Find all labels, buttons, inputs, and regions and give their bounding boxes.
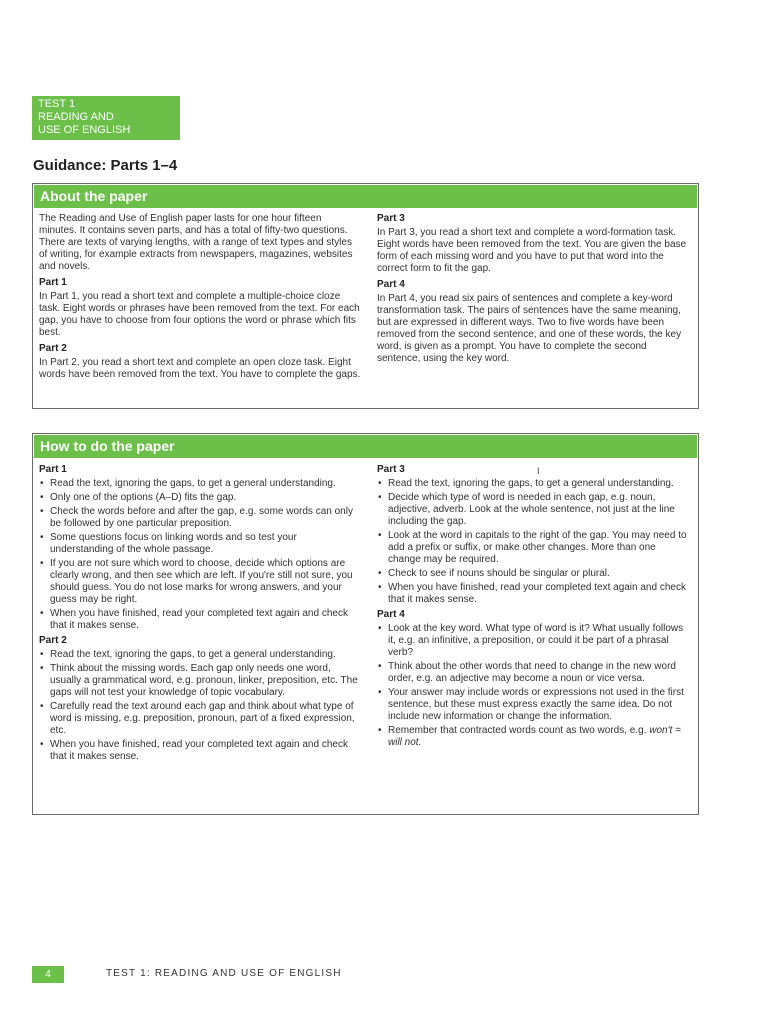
how-part-1-list [39,478,361,632]
bullet-icon: • [40,663,44,674]
about-columns [33,209,698,385]
about-part-2-text: In Part 2, you read a short text and complete an open cloze task. Eight words have been removed from the text. You have to complete the gaps. [39,357,361,380]
bullet-icon: • [40,532,44,543]
about-part-2-heading: Part 2 [39,343,67,354]
list-item: • Carefully read the text around each gap and think about what type of word is missing, e.g. preposition, pronoun, part of a fixed expression, etc. [40,701,355,736]
footer-running-title: TEST 1: READING AND USE OF ENGLISH [106,968,342,979]
how-columns [33,459,698,765]
how-to-do-the-paper-section [32,433,699,815]
about-part-3-text: In Part 3, you read a short text and complete a word-formation task. Eight words have been removed from the text. You are given the base form of each missing word and you have to put that word into the correct form to fit the gap. [377,227,687,274]
bullet-icon: • [378,725,382,736]
list-item: • Check the words before and after the gap, e.g. some words can only be followed by one particular preposition. [40,506,353,529]
bullet-icon: • [40,608,44,619]
about-right-column [369,213,687,385]
list-item: • Read the text, ignoring the gaps, to get a general understanding. [40,649,336,660]
tag-line-1: TEST 1 [38,98,76,110]
bullet-icon: • [40,492,44,503]
about-left-column [39,213,369,385]
list-item: • When you have finished, read your completed text again and check that it makes sense. [378,582,686,605]
how-left-column [39,463,369,765]
bullet-icon: • [40,649,44,660]
how-part-4-heading: Part 4 [377,609,405,620]
bullet-icon: • [378,492,382,503]
how-part-3-heading: Part 3 [377,464,405,475]
tag-line-2: READING AND [38,111,114,123]
about-section-heading: About the paper [34,185,697,208]
list-item: • Read the text, ignoring the gaps, to get a general understanding. [378,478,674,489]
how-section-heading: How to do the paper [34,435,697,458]
list-item: • Think about the other words that need to change in the new word order, e.g. an adjective may become a noun or vice versa. [378,661,676,684]
list-item: • Remember that contracted words count as two words, e.g. won't = will not. [378,725,681,748]
how-part-4-list [377,623,687,749]
contraction-example: won't = will not. [388,725,681,748]
about-the-paper-section [32,183,699,409]
bullet-icon: • [40,478,44,489]
list-item: • Your answer may include words or expressions not used in the first sentence, but these must express exactly the same idea. Do not include new information or change the information. [378,687,684,722]
list-item: • Some questions focus on linking words and so test your understanding of the whole passage. [40,532,297,555]
list-item: • When you have finished, read your completed text again and check that it makes sense. [40,739,348,762]
page-number: 4 [32,966,64,983]
how-part-2-list [39,649,361,763]
bullet-icon: • [378,478,382,489]
list-item: • When you have finished, read your completed text again and check that it makes sense. [40,608,348,631]
about-part-3-heading: Part 3 [377,213,405,224]
bullet-icon: • [378,661,382,672]
list-item: • Think about the missing words. Each gap only needs one word, usually a grammatical word, e.g. pronoun, linker, preposition, etc. The gaps will not test your knowledge of topic vocabulary. [40,663,358,698]
bullet-icon: • [378,582,382,593]
bullet-icon: • [378,687,382,698]
about-intro: The Reading and Use of English paper lasts for one hour fifteen minutes. It contains seven parts, and has a total of fifty-two questions. There are texts of varying lengths, with a range of text types and styles of writing, for example extracts from newspapers, magazines, websites and novels. [39,213,353,272]
list-item: • Look at the key word. What type of word is it? What usually follows it, e.g. an infinitive, a preposition, or could it be part of a phrasal verb? [378,623,684,658]
bullet-icon: • [40,739,44,750]
bullet-icon: • [378,568,382,579]
list-item: • Look at the word in capitals to the right of the gap. You may need to add a prefix or suffix, or make other changes. More than one change may be required. [378,530,687,565]
page-title: Guidance: Parts 1–4 [33,157,178,174]
bullet-icon: • [40,701,44,712]
bullet-icon: • [378,530,382,541]
how-part-3-list [377,478,687,606]
about-part-1-heading: Part 1 [39,277,67,288]
bullet-icon: • [378,623,382,634]
stray-mark: I [537,466,540,476]
test-section-tag [32,96,180,140]
bullet-icon: • [40,558,44,569]
list-item: • Check to see if nouns should be singular or plural. [378,568,610,579]
list-item: • If you are not sure which word to choose, decide which options are clearly wrong, and then see which are left. If you're still not sure, you should guess. You do not lose marks for wrong answers, and your guess may be right. [40,558,353,605]
list-item: • Decide which type of word is needed in each gap, e.g. noun, adjective, adverb. Look at the whole sentence, not just at the line including the gap. [378,492,675,527]
list-item: • Read the text, ignoring the gaps, to get a general understanding. [40,478,336,489]
how-part-1-heading: Part 1 [39,464,67,475]
how-part-2-heading: Part 2 [39,635,67,646]
about-part-4-text: In Part 4, you read six pairs of sentences and complete a key-word transformation task. The pairs of sentences have the same meaning, but are expressed in different ways. Two to five words have been removed from the second sentence, and one of these words, the key word, is given as a prompt. You have to complete the second sentence, using the key word. [377,293,682,364]
list-item: • Only one of the options (A–D) fits the gap. [40,492,237,503]
how-right-column [369,463,687,765]
about-part-1-text: In Part 1, you read a short text and complete a multiple-choice cloze task. Eight words or phrases have been removed from the text. For each gap, you have to choose from four options the word or phrase which fits best. [39,291,360,338]
about-part-4-heading: Part 4 [377,279,405,290]
tag-line-3: USE OF ENGLISH [38,124,131,136]
bullet-icon: • [40,506,44,517]
